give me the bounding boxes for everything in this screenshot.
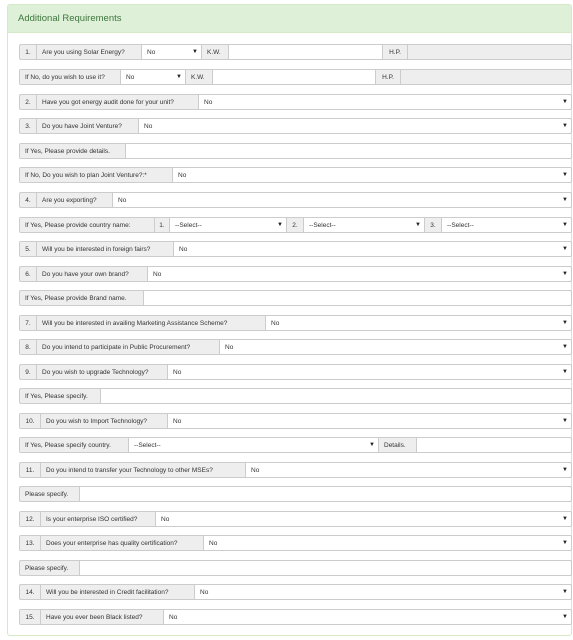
joint-venture-plan-select[interactable] — [173, 167, 572, 183]
export-country-2-select[interactable] — [304, 217, 425, 233]
question-label: Will you be interested in foreign fairs? — [37, 241, 174, 257]
select-value: No — [147, 48, 156, 56]
caret-down-icon: ▼ — [562, 467, 568, 473]
solar-wish-hp-input[interactable] — [401, 69, 572, 85]
transfer-technology-select[interactable] — [246, 462, 572, 478]
quality-specify-row — [19, 560, 572, 576]
select-value: No — [173, 368, 182, 376]
question-number: 15. — [19, 609, 41, 625]
export-countries-row — [19, 217, 572, 233]
energy-audit-row — [19, 94, 572, 110]
select-value: No — [173, 417, 182, 425]
additional-requirements-panel — [7, 4, 572, 636]
select-value: No — [126, 73, 135, 81]
question-label: Do you have your own brand? — [37, 266, 148, 282]
black-listed-select[interactable] — [164, 609, 572, 625]
question-label: Do you wish to Import Technology? — [41, 413, 168, 429]
select-value: No — [200, 588, 209, 596]
joint-venture-plan-row — [19, 167, 572, 183]
question-label: Will you be interested in Credit facilitation? — [41, 584, 195, 600]
select-value: No — [161, 515, 170, 523]
select-value: No — [178, 171, 187, 179]
question-label: Do you intend to participate in Public Procurement? — [37, 339, 220, 355]
question-label: Does your enterprise has quality certification? — [41, 535, 204, 551]
energy-audit-select[interactable] — [199, 94, 572, 110]
joint-venture-details-input[interactable] — [126, 143, 572, 159]
import-details-input[interactable] — [417, 437, 572, 453]
question-label: If Yes, Please specify. — [19, 388, 101, 404]
question-label: If Yes, Please provide country name: — [19, 217, 155, 233]
caret-down-icon: ▼ — [562, 369, 568, 375]
panel-title: Additional Requirements — [8, 5, 571, 33]
caret-down-icon: ▼ — [562, 123, 568, 129]
caret-down-icon: ▼ — [562, 589, 568, 595]
caret-down-icon: ▼ — [176, 74, 182, 80]
question-label: Have you got energy audit done for your unit? — [37, 94, 199, 110]
credit-facilitation-select[interactable] — [195, 584, 572, 600]
kw-label: K.W. — [186, 69, 213, 85]
iso-certified-row — [19, 511, 572, 527]
brand-name-row — [19, 290, 572, 306]
question-number: 4. — [19, 192, 37, 208]
question-number: 13. — [19, 535, 41, 551]
caret-down-icon: ▼ — [562, 246, 568, 252]
joint-venture-row — [19, 118, 572, 134]
question-label: Please specify. — [19, 486, 80, 502]
solar-energy-select[interactable] — [142, 44, 202, 60]
question-number: 12. — [19, 511, 41, 527]
question-number: 10. — [19, 413, 41, 429]
exporting-row — [19, 192, 572, 208]
select-value: --Select-- — [447, 221, 474, 229]
question-label: Please specify. — [19, 560, 80, 576]
country-3-number: 3. — [425, 217, 442, 233]
question-number: 6. — [19, 266, 37, 282]
select-value: No — [144, 122, 153, 130]
question-number: 1. — [19, 44, 37, 60]
select-value: No — [204, 98, 213, 106]
question-label: If Yes, Please specify country. — [19, 437, 129, 453]
credit-facilitation-row — [19, 584, 572, 600]
marketing-assistance-select[interactable] — [266, 315, 572, 331]
select-value: --Select-- — [175, 221, 202, 229]
select-value: No — [251, 466, 260, 474]
question-number: 8. — [19, 339, 37, 355]
caret-down-icon: ▼ — [562, 222, 568, 228]
black-listed-row — [19, 609, 572, 625]
solar-kw-input[interactable] — [229, 44, 383, 60]
import-technology-select[interactable] — [168, 413, 572, 429]
import-country-row — [19, 437, 572, 453]
solar-hp-input[interactable] — [408, 44, 572, 60]
solar-no-row — [19, 69, 572, 85]
upgrade-specify-input[interactable] — [101, 388, 572, 404]
kw-label: K.W. — [202, 44, 229, 60]
caret-down-icon: ▼ — [192, 49, 198, 55]
question-label: Do you have Joint Venture? — [37, 118, 139, 134]
select-value: No — [225, 343, 234, 351]
question-label: Are you exporting? — [37, 192, 113, 208]
country-1-number: 1. — [155, 217, 170, 233]
public-procurement-row — [19, 339, 572, 355]
export-country-3-select[interactable] — [442, 217, 572, 233]
question-number: 11. — [19, 462, 41, 478]
iso-certified-select[interactable] — [156, 511, 572, 527]
foreign-fairs-select[interactable] — [174, 241, 572, 257]
caret-down-icon: ▼ — [562, 540, 568, 546]
select-value: No — [179, 245, 188, 253]
select-value: No — [118, 196, 127, 204]
question-label: Is your enterprise ISO certified? — [41, 511, 156, 527]
question-number: 5. — [19, 241, 37, 257]
hp-label: H.P. — [383, 44, 408, 60]
transfer-technology-row — [19, 462, 572, 478]
country-2-number: 2. — [287, 217, 304, 233]
foreign-fairs-row — [19, 241, 572, 257]
caret-down-icon: ▼ — [562, 197, 568, 203]
public-procurement-select[interactable] — [220, 339, 572, 355]
quality-specify-input[interactable] — [80, 560, 572, 576]
details-label: Details. — [379, 437, 417, 453]
question-label: If No, Do you wish to plan Joint Venture?:* — [19, 167, 173, 183]
brand-name-input[interactable] — [144, 290, 572, 306]
own-brand-select[interactable] — [148, 266, 572, 282]
caret-down-icon: ▼ — [562, 320, 568, 326]
question-number: 7. — [19, 315, 37, 331]
caret-down-icon: ▼ — [562, 418, 568, 424]
select-value: --Select-- — [309, 221, 336, 229]
marketing-assistance-row — [19, 315, 572, 331]
question-number: 2. — [19, 94, 37, 110]
joint-venture-select[interactable] — [139, 118, 572, 134]
question-label: Do you intend to transfer your Technology to other MSEs? — [41, 462, 246, 478]
question-number: 9. — [19, 364, 37, 380]
solar-wish-select[interactable] — [121, 69, 186, 85]
question-label: Will you be interested in availing Marketing Assistance Scheme? — [37, 315, 266, 331]
quality-certification-row — [19, 535, 572, 551]
question-label: Are you using Solar Energy? — [37, 44, 142, 60]
question-label: If Yes, Please provide Brand name. — [19, 290, 144, 306]
caret-down-icon: ▼ — [562, 614, 568, 620]
caret-down-icon: ▼ — [369, 442, 375, 448]
upgrade-technology-select[interactable] — [168, 364, 572, 380]
caret-down-icon: ▼ — [562, 344, 568, 350]
caret-down-icon: ▼ — [562, 99, 568, 105]
question-label: Do you wish to upgrade Technology? — [37, 364, 168, 380]
question-number: 14. — [19, 584, 41, 600]
caret-down-icon: ▼ — [562, 172, 568, 178]
upgrade-technology-row — [19, 364, 572, 380]
question-number: 3. — [19, 118, 37, 134]
select-value: No — [209, 539, 218, 547]
upgrade-specify-row — [19, 388, 572, 404]
question-label: If Yes, Please provide details. — [19, 143, 126, 159]
solar-wish-kw-input[interactable] — [213, 69, 376, 85]
select-value: No — [169, 613, 178, 621]
caret-down-icon: ▼ — [562, 516, 568, 522]
question-label: If No, do you wish to use it? — [19, 69, 121, 85]
select-value: --Select-- — [134, 441, 161, 449]
caret-down-icon: ▼ — [415, 222, 421, 228]
hp-label: H.P. — [376, 69, 401, 85]
export-country-1-select[interactable] — [170, 217, 287, 233]
exporting-select[interactable] — [113, 192, 572, 208]
caret-down-icon: ▼ — [277, 222, 283, 228]
quality-certification-select[interactable] — [204, 535, 572, 551]
solar-energy-row — [19, 44, 572, 60]
question-label: Have you ever been Black listed? — [41, 609, 164, 625]
select-value: No — [271, 319, 280, 327]
import-country-select[interactable] — [129, 437, 379, 453]
caret-down-icon: ▼ — [562, 271, 568, 277]
transfer-specify-row — [19, 486, 572, 502]
transfer-specify-input[interactable] — [80, 486, 572, 502]
joint-venture-details-row — [19, 143, 572, 159]
own-brand-row — [19, 266, 572, 282]
import-technology-row — [19, 413, 572, 429]
select-value: No — [153, 270, 162, 278]
